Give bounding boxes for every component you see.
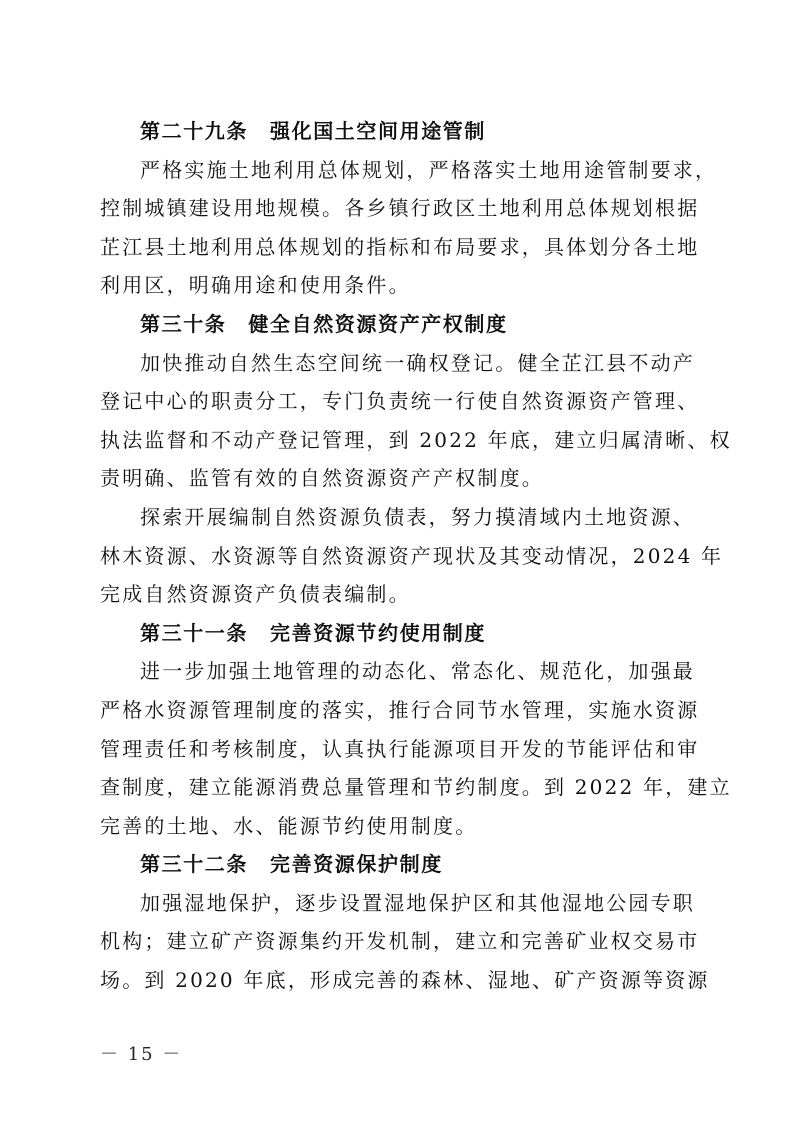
article-paragraph (100, 884, 710, 1000)
article-title: 强化国土空间用途管制 (270, 119, 486, 143)
paragraph-line: 探索开展编制自然资源负债表，努力摸清域内土地资源、 (140, 504, 695, 529)
document-body (100, 112, 732, 1000)
article-title: 健全自然资源资产产权制度 (248, 311, 508, 336)
article-heading (100, 614, 688, 653)
article-paragraph (100, 151, 718, 305)
article-heading (100, 845, 688, 884)
paragraph-line: 责明确、监管有效的自然资源资产产权制度。 (100, 466, 544, 491)
page-number: － 15 － (100, 1044, 183, 1065)
paragraph-line: 控制城镇建设用地规模。各乡镇行政区土地利用总体规划根据 (100, 196, 700, 221)
paragraph-line: 加快推动自然生态空间统一确权登记。健全芷江县不动产 (140, 350, 695, 375)
paragraph-line: 场。到 2020 年底，形成完善的森林、湿地、矿产资源等资源 (100, 968, 710, 993)
paragraph-line: 进一步加强土地管理的动态化、常态化、规范化，加强最 (140, 659, 695, 684)
paragraph-line: 林木资源、水资源等自然资源资产现状及其变动情况，2024 年 (100, 543, 724, 568)
paragraph-line: 严格实施土地利用总体规划，严格落实土地用途管制要求， (140, 157, 718, 182)
paragraph-line: 登记中心的职责分工，专门负责统一行使自然资源资产管理、 (100, 389, 700, 414)
paragraph-line: 完善的土地、水、能源节约使用制度。 (100, 813, 478, 838)
article-paragraph (100, 498, 724, 614)
paragraph-line: 严格水资源管理制度的落实，推行合同节水管理，实施水资源 (100, 697, 700, 722)
article-number: 第三十一条 (140, 620, 248, 645)
paragraph-line: 加强湿地保护，逐步设置湿地保护区和其他湿地公园专职 (140, 890, 695, 915)
paragraph-line: 管理责任和考核制度，认真执行能源项目开发的节能评估和审 (100, 736, 700, 761)
article-heading (100, 112, 688, 151)
article-number: 第三十条 (140, 311, 227, 336)
paragraph-line: 利用区，明确用途和使用条件。 (100, 273, 411, 298)
article-number: 第二十九条 (140, 119, 248, 143)
article-title: 完善资源节约使用制度 (270, 620, 486, 645)
article-heading (100, 305, 688, 344)
article-number: 第三十二条 (140, 852, 248, 877)
article-title: 完善资源保护制度 (270, 852, 443, 877)
paragraph-line: 芷江县土地利用总体规划的指标和布局要求，具体划分各土地 (100, 234, 700, 259)
paragraph-line: 机构；建立矿产资源集约开发机制，建立和完善矿业权交易市 (100, 929, 700, 954)
paragraph-line: 查制度，建立能源消费总量管理和节约制度。到 2022 年，建立 (100, 775, 732, 800)
article-paragraph (100, 344, 732, 498)
paragraph-line: 执法监督和不动产登记管理，到 2022 年底，建立归属清晰、权 (100, 427, 732, 452)
article-paragraph (100, 652, 732, 845)
paragraph-line: 完成自然资源资产负债表编制。 (100, 582, 411, 607)
